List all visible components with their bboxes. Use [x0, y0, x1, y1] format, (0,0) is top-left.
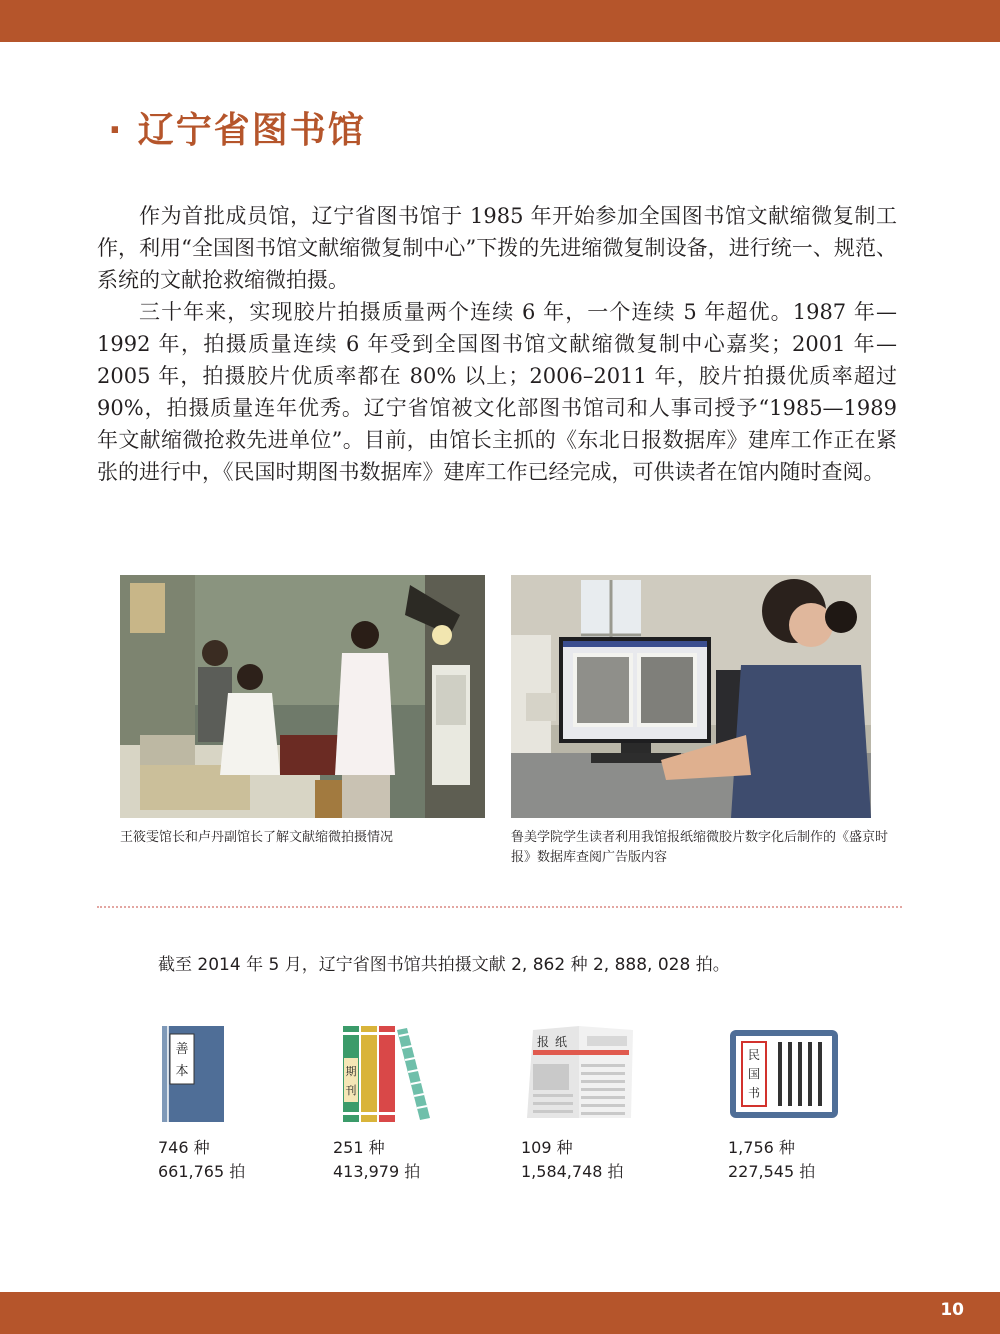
periodicals-icon: [333, 1024, 433, 1124]
photo-database-reading: [511, 575, 871, 818]
title-bullet: ·: [108, 110, 124, 151]
periodicals-char-1: 期: [345, 1065, 357, 1078]
stat-rare-books: [158, 1024, 245, 1184]
paragraph-1: 作为首批成员馆，辽宁省图书馆于 1985 年开始参加全国图书馆文献缩微复制工作，利用“全国图书馆文献缩微复制中心”下拨的先进缩微复制设备，进行统一、规范、系统的文献抢救缩微拍摄。: [97, 204, 897, 292]
section-title: [108, 102, 366, 153]
photo-microfilming-lab: [120, 575, 485, 818]
stat-periodicals: [333, 1024, 433, 1184]
stat-republic-books: [728, 1024, 843, 1184]
newspaper-icon: [521, 1024, 636, 1124]
photo-caption-right: 鲁美学院学生读者利用我馆报纸缩微胶片数字化后制作的《盛京时报》数据库查阅广告版内容: [511, 830, 889, 865]
stat-kinds: 251 种: [333, 1138, 385, 1157]
stat-frames: 661,765 拍: [158, 1162, 246, 1181]
stat-frames: 227,545 拍: [728, 1162, 816, 1181]
title-text: 辽宁省图书馆: [137, 110, 366, 151]
rare-book-char-1: 善: [175, 1042, 189, 1057]
page-number: 10: [940, 1300, 964, 1320]
summary-text: 截至 2014 年 5 月，辽宁省图书馆共拍摄文献 2, 862 种 2, 888, 028 拍。: [158, 955, 730, 975]
stat-newspapers: [521, 1024, 636, 1184]
paragraph-2: 三十年来，实现胶片拍摄质量两个连续 6 年，一个连续 5 年超优。1987 年—1992 年，拍摄质量连续 6 年受到全国图书馆文献缩微复制中心嘉奖；2001 年—2005 年，拍摄胶片优质率都在 80% 以上；2006–2011 年，胶片拍摄优质率超过 90%，拍摄质量连年优秀。辽宁省馆被文化部图书馆司和人事司授予“1985—1989 年文献缩微抢救先进单位”。目前，由馆长主抓的《东北日报数据库》建库工作正在紧张的进行中，《民国时期图书数据库》建库工作已经完成，可供读者在馆内随时查阅。: [97, 300, 897, 484]
stat-kinds: 746 种: [158, 1138, 210, 1157]
stat-kinds: 1,756 种: [728, 1138, 795, 1157]
republic-char-2: 国: [747, 1067, 761, 1081]
body-text: [97, 200, 897, 488]
newspaper-char-2: 纸: [554, 1035, 568, 1049]
photo-caption-left: 王筱雯馆长和卢丹副馆长了解文献缩微拍摄情况: [120, 830, 394, 845]
bottom-banner: [0, 1292, 1000, 1334]
stat-frames: 413,979 拍: [333, 1162, 421, 1181]
periodicals-char-2: 刊: [345, 1084, 357, 1097]
top-banner: [0, 0, 1000, 42]
republic-char-3: 书: [747, 1086, 761, 1100]
republic-books-icon: [728, 1024, 843, 1124]
rare-book-icon: [158, 1024, 245, 1124]
dotted-divider: [97, 906, 902, 908]
stat-frames: 1,584,748 拍: [521, 1162, 624, 1181]
republic-char-1: 民: [747, 1048, 761, 1062]
newspaper-char-1: 报: [536, 1035, 550, 1049]
stat-kinds: 109 种: [521, 1138, 573, 1157]
rare-book-char-2: 本: [175, 1064, 189, 1079]
